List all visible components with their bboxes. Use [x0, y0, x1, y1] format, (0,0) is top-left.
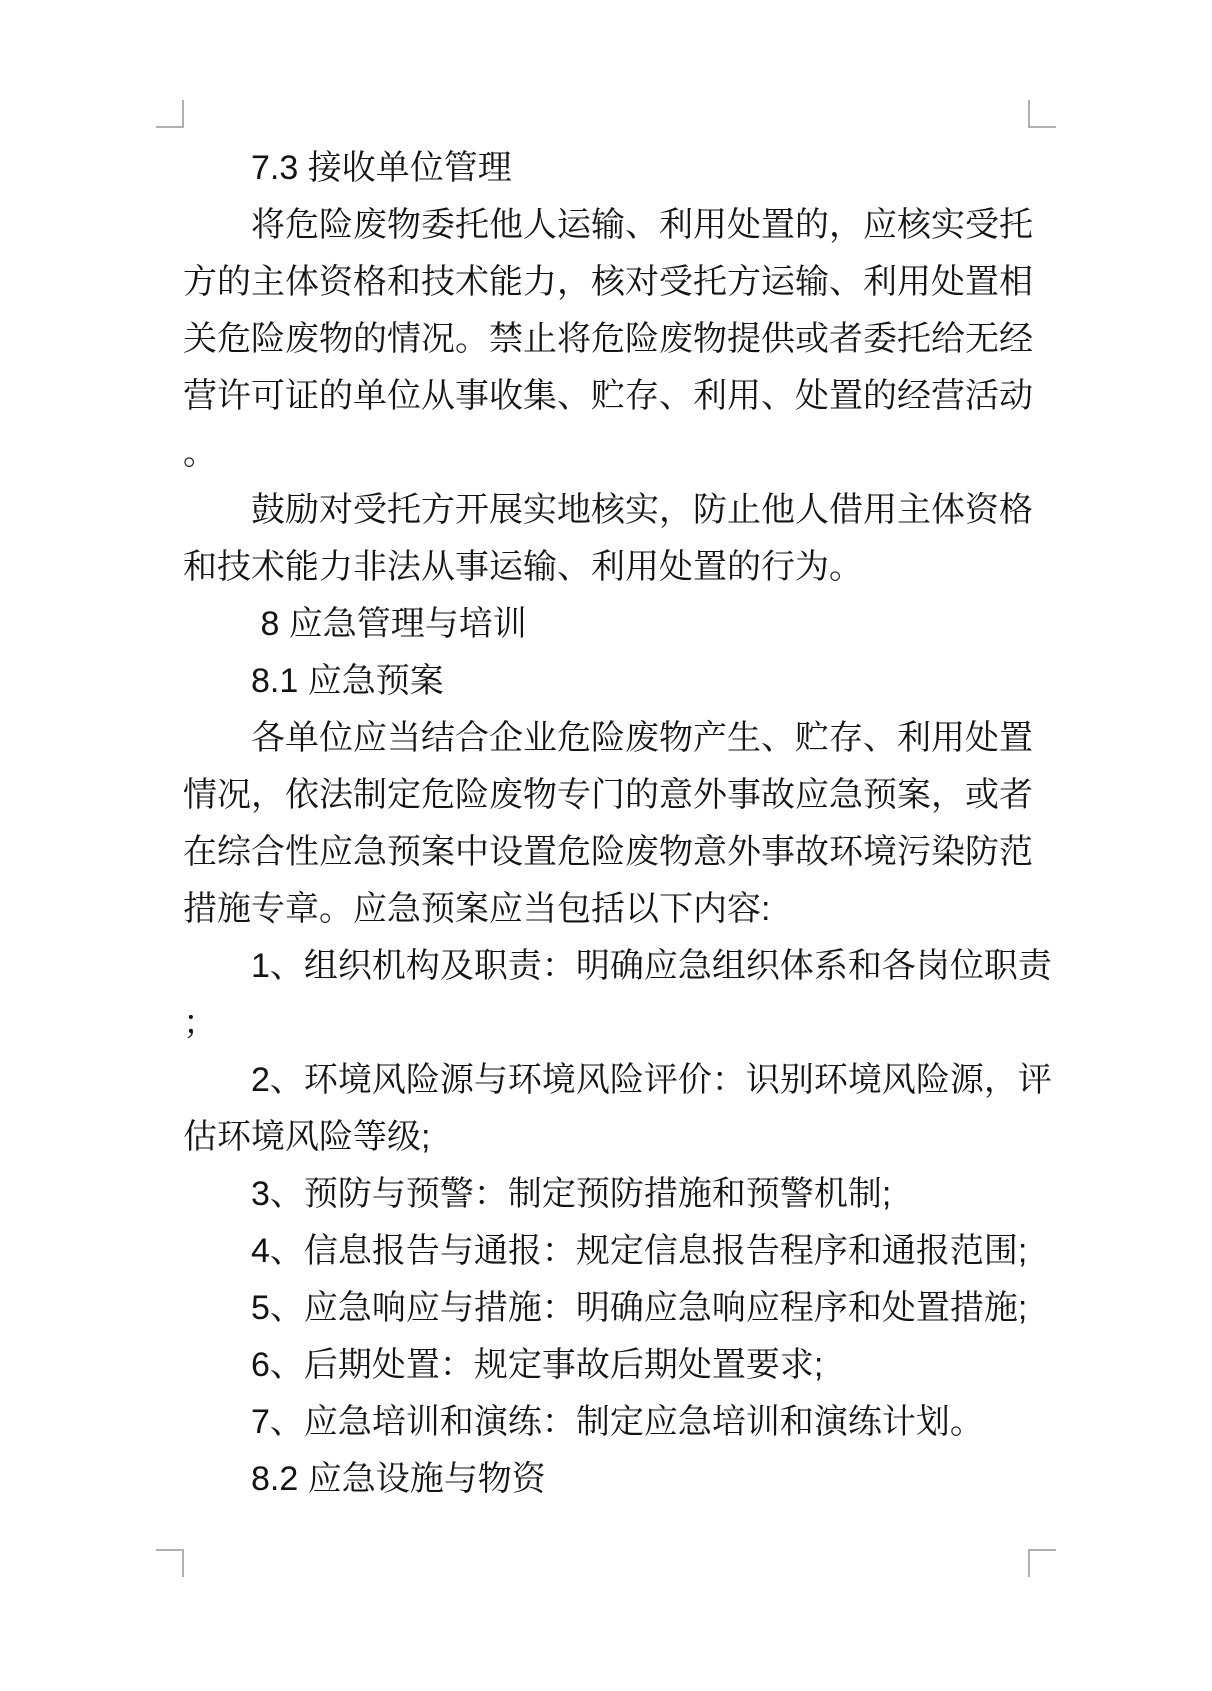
text-line: 3、预防与预警：制定预防措施和预警机制; — [183, 1175, 892, 1213]
crop-mark-bottom-left — [156, 1549, 184, 1577]
text-line: 4、信息报告与通报：规定信息报告程序和通报范围; — [183, 1232, 1028, 1270]
crop-mark-top-left — [156, 100, 184, 128]
text-line: 在综合性应急预案中设置危险废物意外事故环境污染防范 — [183, 833, 1033, 871]
crop-mark-top-right — [1028, 100, 1056, 128]
document-text — [183, 140, 1052, 1508]
text-line: 7.3 接收单位管理 — [183, 149, 512, 187]
text-line: 措施专章。应急预案应当包括以下内容: — [183, 890, 771, 928]
text-line: 1、组织机构及职责：明确应急组织体系和各岗位职责 — [183, 947, 1052, 985]
text-line: 8.2 应急设施与物资 — [183, 1460, 546, 1498]
text-line: 和技术能力非法从事运输、利用处置的行为。 — [183, 548, 863, 586]
text-line: 关危险废物的情况。禁止将危险废物提供或者委托给无经 — [183, 320, 1033, 358]
text-line: 5、应急响应与措施：明确应急响应程序和处置措施; — [183, 1289, 1028, 1327]
text-line: 8.1 应急预案 — [183, 662, 444, 700]
text-line: 各单位应当结合企业危险废物产生、贮存、利用处置 — [183, 719, 1033, 757]
text-line: 将危险废物委托他人运输、利用处置的，应核实受托 — [183, 206, 1033, 244]
crop-mark-bottom-right — [1028, 1549, 1056, 1577]
text-line: 8 应急管理与培训 — [183, 605, 527, 643]
text-line: 2、环境风险源与环境风险评价：识别环境风险源，评 — [183, 1061, 1052, 1099]
text-line: ； — [183, 1004, 217, 1042]
text-line: 估环境风险等级; — [183, 1118, 431, 1156]
text-line: 鼓励对受托方开展实地核实，防止他人借用主体资格 — [183, 491, 1033, 529]
text-line: 6、后期处置：规定事故后期处置要求; — [183, 1346, 824, 1384]
text-line: 营许可证的单位从事收集、贮存、利用、处置的经营活动 — [183, 377, 1033, 415]
text-line: 情况，依法制定危险废物专门的意外事故应急预案，或者 — [183, 776, 1033, 814]
text-line: 方的主体资格和技术能力，核对受托方运输、利用处置相 — [183, 263, 1033, 301]
text-line: 。 — [183, 434, 217, 472]
text-line: 7、应急培训和演练：制定应急培训和演练计划。 — [183, 1403, 984, 1441]
